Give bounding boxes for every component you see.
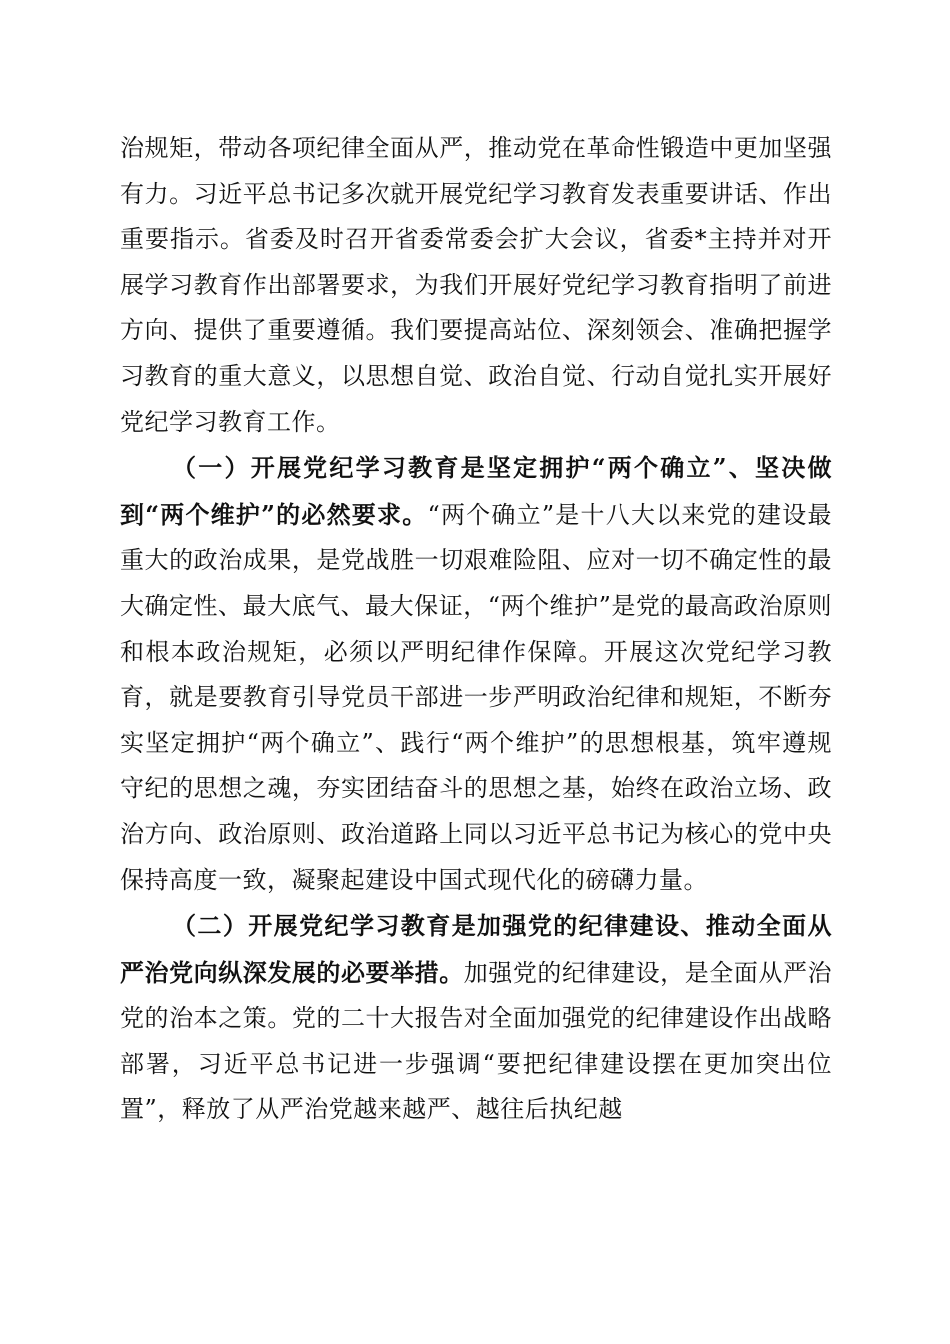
paragraph-section-two <box>120 903 832 1133</box>
paragraph-text: 治规矩，带动各项纪律全面从严，推动党在革命性锻造中更加坚强有力。习近平总书记多次就开展党纪学习教育发表重要讲话、作出重要指示。省委及时召开省委常委会扩大会议，省委*主持并对开展学习教育作出部署要求，为我们开展好党纪学习教育指明了前进方向、提供了重要遵循。我们要提高站位、深刻领会、准确把握学习教育的重大意义，以思想自觉、政治自觉、行动自觉扎实开展好党纪学习教育工作。 <box>120 134 832 436</box>
paragraph-section-one <box>120 445 832 903</box>
section-one-heading: （一）开展党纪学习教育是坚定拥护“两个确立”、坚决做到“两个维护”的必然要求。 <box>120 453 832 529</box>
document-body <box>120 126 832 1133</box>
paragraph-text: “两个确立”是十八大以来党的建设最重大的政治成果，是党战胜一切艰难险阻、应对一切不确定性的最大确定性、最大底气、最大保证，“两个维护”是党的最高政治原则和根本政治规矩，必须以严明纪律作保障。开展这次党纪学习教育，就是要教育引导党员干部进一步严明政治纪律和规矩，不断夯实坚定拥护“两个确立”、践行“两个维护”的思想根基，筑牢遵规守纪的思想之魂，夯实团结奋斗的思想之基，始终在政治立场、政治方向、政治原则、政治道路上同以习近平总书记为核心的党中央保持高度一致，凝聚起建设中国式现代化的磅礴力量。 <box>120 500 832 894</box>
paragraph-intro-continuation <box>120 126 832 445</box>
section-two-heading: （二）开展党纪学习教育是加强党的纪律建设、推动全面从严治党向纵深发展的必要举措。 <box>120 911 832 987</box>
paragraph-text: 加强党的纪律建设，是全面从严治党的治本之策。党的二十大报告对全面加强党的纪律建设作出战略部署，习近平总书记进一步强调“要把纪律建设摆在更加突出位置”，释放了从严治党越来越严、越往后执纪越 <box>120 958 832 1124</box>
